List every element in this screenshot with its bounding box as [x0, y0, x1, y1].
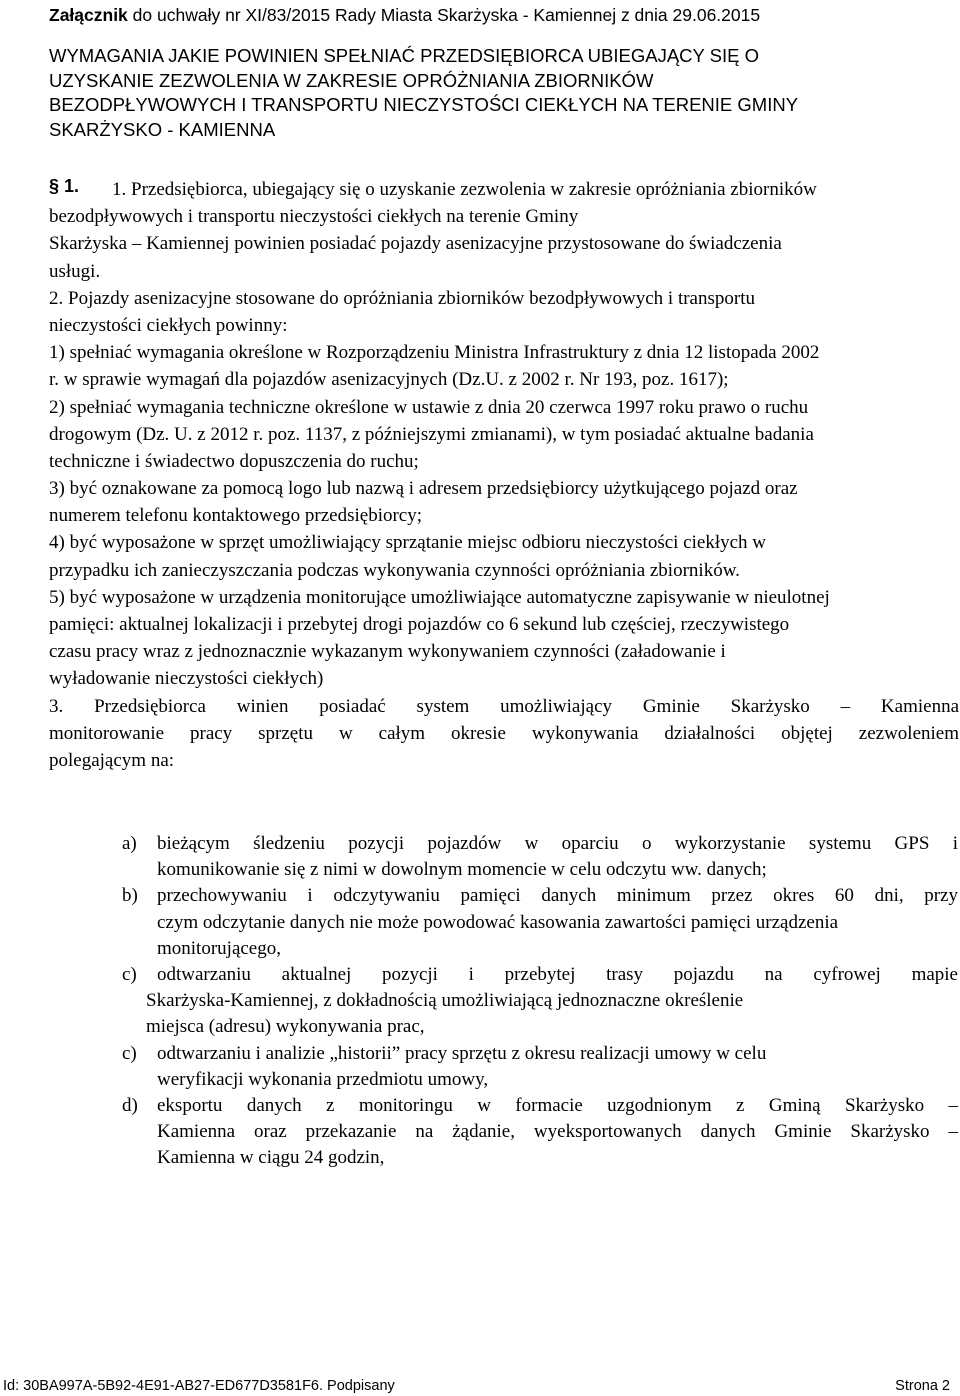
body-line: wyładowanie nieczystości ciekłych): [49, 668, 324, 690]
list-item: [122, 962, 958, 1041]
list-item-label: a): [122, 833, 137, 854]
list-item-line: Kamienna oraz przekazanie na żądanie, wyeksportowanych danych Gminie Skarżysko –: [157, 1121, 958, 1143]
title-line: UZYSKANIE ZEZWOLENIA W ZAKRESIE OPRÓŻNIANIA ZBIORNIKÓW: [49, 69, 654, 91]
body-line: 1. Przedsiębiorca, ubiegający się o uzyskanie zezwolenia w zakresie opróżniania zbiorników: [112, 179, 817, 200]
body-line: nieczystości ciekłych powinny:: [49, 314, 288, 336]
body-line: czasu pracy wraz z jednoznacznie wykazanym wykonywaniem czynności (załadowanie i: [49, 641, 726, 663]
list-item-line: czym odczytanie danych nie może powodować kasowania zawartości pamięci urządzenia: [157, 911, 839, 933]
body-line: numerem telefonu kontaktowego przedsiębiorcy;: [49, 505, 423, 527]
body-line: 3) być oznakowane za pomocą logo lub nazwą i adresem przedsiębiorcy użytkującego pojazd oraz: [49, 478, 798, 500]
list-item: [122, 831, 958, 883]
page-footer: [3, 1377, 950, 1396]
body-line: pamięci: aktualnej lokalizacji i przebytej drogi pojazdów co 6 sekund lub częściej, rzeczywistego: [49, 614, 790, 635]
body-line: techniczne i świadectwo dopuszczenia do ruchu;: [49, 450, 419, 472]
body-line: polegającym na:: [49, 749, 175, 771]
title-line: WYMAGANIA JAKIE POWINIEN SPEŁNIAĆ PRZEDSIĘBIORCA UBIEGAJĄCY SIĘ O: [49, 45, 760, 66]
list-item-line: bieżącym śledzeniu pozycji pojazdów w oparciu o wykorzystanie systemu GPS i: [157, 833, 958, 854]
body-line: Skarżyska – Kamiennej powinien posiadać pojazdy asenizacyjne przystosowane do świadczenia: [49, 233, 782, 255]
list-item-line: odtwarzaniu i analizie „historii” pracy sprzętu z okresu realizacji umowy w celu: [157, 1042, 767, 1064]
list-item-label: b): [122, 885, 138, 907]
list-item-line: Kamienna w ciągu 24 godzin,: [157, 1147, 385, 1169]
body-line: 2. Pojazdy asenizacyjne stosowane do opróżniania zbiorników bezodpływowych i transportu: [49, 287, 755, 309]
requirements-list: [122, 831, 958, 1171]
list-item-line: przechowywaniu i odczytywaniu pamięci danych minimum przez okres 60 dni, przy: [157, 885, 958, 907]
list-item-line: komunikowanie się z nimi w dowolnym momencie w celu odczytu ww. danych;: [157, 859, 767, 881]
body-line: 5) być wyposażone w urządzenia monitorujące umożliwiające automatyczne zapisywanie w nieulotnej: [49, 586, 830, 608]
list-item: [122, 1041, 958, 1093]
title-line: BEZODPŁYWOWYCH I TRANSPORTU NIECZYSTOŚCI CIEKŁYCH NA TERENIE GMINY: [49, 94, 799, 115]
document-title: [49, 44, 949, 142]
list-item-label: c): [122, 963, 137, 985]
list-item-line: eksportu danych z monitoringu w formacie uzgodnionym z Gminą Skarżysko –: [157, 1094, 958, 1116]
body-line: usługi.: [49, 260, 101, 282]
body-line: drogowym (Dz. U. z 2012 r. poz. 1137, z późniejszymi zmianami), w tym posiadać aktualne badania: [49, 423, 814, 445]
list-item-label: c): [122, 1042, 137, 1064]
attachment-header: [49, 4, 949, 26]
attachment-header-bold: Załącznik: [49, 5, 128, 25]
list-item: [122, 1093, 958, 1172]
body-line: przypadku ich zanieczyszczania podczas wykonywania czynności opróżniania zbiorników.: [49, 559, 740, 581]
body-line: 4) być wyposażone w sprzęt umożliwiający sprzątanie miejsc odbioru nieczystości ciekłych w: [49, 532, 767, 554]
section-marker: § 1.: [49, 176, 80, 196]
body-line: 1) spełniać wymagania określone w Rozporządzeniu Ministra Infrastruktury z dnia 12 listopada 2002: [49, 342, 820, 364]
body-line: bezodpływowych i transportu nieczystości ciekłych na terenie Gminy: [49, 206, 579, 228]
page-number: Strona 2: [895, 1378, 950, 1394]
list-item-line: Skarżyska-Kamiennej, z dokładnością umożliwiającą jednoznaczne określenie: [146, 990, 744, 1012]
body-text: [49, 176, 959, 774]
body-line: monitorowanie pracy sprzętu w całym okresie wykonywania działalności objętej zezwoleniem: [49, 722, 959, 744]
attachment-header-text: do uchwały nr XI/83/2015 Rady Miasta Skarżyska - Kamiennej z dnia 29.06.2015: [127, 5, 761, 25]
list-item-line: miejsca (adresu) wykonywania prac,: [146, 1016, 425, 1038]
title-line: SKARŻYSKO - KAMIENNA: [49, 118, 276, 140]
list-item-label: d): [122, 1094, 138, 1116]
list-item: [122, 883, 958, 962]
list-item-line: odtwarzaniu aktualnej pozycji i przebytej trasy pojazdu na cyfrowej mapie: [157, 963, 958, 985]
body-line: r. w sprawie wymagań dla pojazdów asenizacyjnych (Dz.U. z 2002 r. Nr 193, poz. 1617);: [49, 369, 729, 391]
list-item-line: weryfikacji wykonania przedmiotu umowy,: [157, 1068, 489, 1090]
list-item-line: monitorującego,: [157, 937, 281, 959]
body-line: 3. Przedsiębiorca winien posiadać system umożliwiający Gminie Skarżysko – Kamienna: [49, 695, 959, 717]
document-id-signature: Id: 30BA997A-5B92-4E91-AB27-ED677D3581F6. Podpisany: [3, 1378, 395, 1394]
body-line: 2) spełniać wymagania techniczne określone w ustawie z dnia 20 czerwca 1997 roku prawo o ruchu: [49, 396, 809, 418]
